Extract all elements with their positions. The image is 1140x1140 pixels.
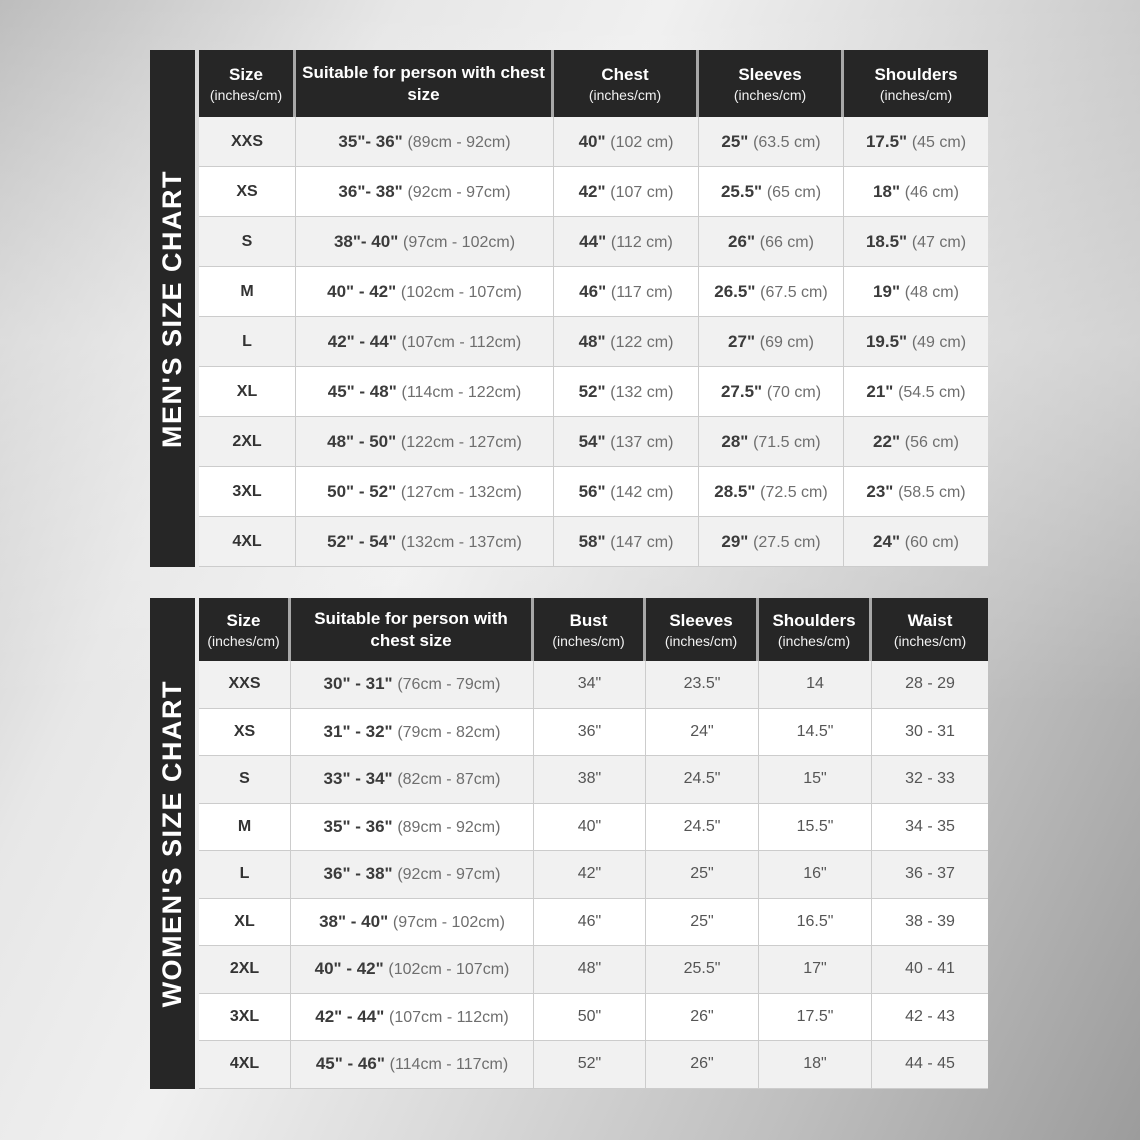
size-label-cell: S [199,217,296,267]
inches-value: 36"- 38" [338,181,408,201]
measurement-cell [296,117,554,167]
inches-value: 26" [728,231,760,251]
mens-chart-title-bar [150,50,195,567]
size-row [199,804,988,852]
cm-value: (107cm - 112cm) [401,333,522,351]
column-title: Suitable for person with chest size [302,63,545,104]
measurement-cell: 25.5" [646,946,759,994]
cm-value: (76cm - 79cm) [397,676,501,694]
measurement-cell: 42 - 43 [872,994,988,1042]
measurement-cell: 32 - 33 [872,756,988,804]
cm-value: (46 cm) [904,183,959,201]
measurement-cell: 26" [646,1041,759,1089]
size-label-cell: 4XL [199,1041,291,1089]
measurement-cell: 23.5" [646,661,759,709]
inches-value: 30" - 31" [323,674,398,694]
cm-value: (92cm - 97cm) [407,183,511,201]
cm-value: (56 cm) [904,433,959,451]
column-header [844,50,988,117]
cm-value: (70 cm) [766,383,822,401]
measurement-cell [296,467,554,517]
cm-value: (45 cm) [911,133,967,151]
cm-value: (107 cm) [610,183,674,201]
measurement-cell [844,467,988,517]
measurement-cell: 36" [534,709,646,757]
cm-value: (132cm - 137cm) [400,533,522,551]
inches-value: 19" [873,281,905,301]
measurement-cell [844,517,988,567]
cm-value: (114cm - 117cm) [389,1056,509,1074]
inches-value: 17.5" [865,131,912,151]
cm-value: (107cm - 112cm) [389,1008,509,1026]
cm-value: (97cm - 102cm) [403,233,516,251]
size-label-cell: L [199,851,291,899]
measurement-cell: 16" [759,851,872,899]
column-units: (inches/cm) [893,632,967,649]
inches-value: 21" [866,381,899,401]
column-title: Shoulders [874,65,958,85]
size-label-cell: XS [199,167,296,217]
measurement-cell: 36 - 37 [872,851,988,899]
cm-value: (142 cm) [610,483,674,501]
size-label-cell: M [199,267,296,317]
inches-value: 58" [578,531,611,551]
column-header [199,598,291,661]
measurement-cell: 40" [534,804,646,852]
size-label-cell: S [199,756,291,804]
measurement-cell: 28 - 29 [872,661,988,709]
measurement-cell: 17" [759,946,872,994]
measurement-cell: 16.5" [759,899,872,947]
column-units: (inches/cm) [879,86,953,103]
measurement-cell [296,167,554,217]
inches-value: 23" [866,481,899,501]
measurement-cell: 52" [534,1041,646,1089]
column-title: Suitable for person with chest size [314,609,508,650]
size-label-cell: 3XL [199,994,291,1042]
inches-value: 28.5" [714,481,761,501]
cm-value: (117 cm) [610,283,673,301]
column-header [872,598,988,661]
measurement-cell: 26" [646,994,759,1042]
size-row [199,267,988,317]
inches-value: 18" [873,181,905,201]
column-title: Size [228,65,264,85]
cm-value: (47 cm) [911,233,967,251]
inches-value: 38" - 40" [319,911,393,931]
cm-value: (112 cm) [610,233,673,251]
cm-value: (58.5 cm) [898,483,966,501]
inches-value: 56" [578,481,611,501]
measurement-cell [844,317,988,367]
mens-size-table [199,50,988,567]
inches-value: 18.5" [865,231,912,251]
inches-value: 28" [721,431,754,451]
measurement-cell [291,1041,534,1089]
measurement-cell [291,709,534,757]
size-label-cell: XL [199,367,296,417]
inches-value: 25" [721,131,754,151]
size-label-cell: XS [199,709,291,757]
inches-value: 26.5" [714,281,761,301]
size-row [199,994,988,1042]
measurement-cell [554,167,699,217]
column-header [646,598,759,661]
size-row [199,1041,988,1089]
inches-value: 33" - 34" [323,769,398,789]
measurement-cell: 34" [534,661,646,709]
inches-value: 27.5" [720,381,767,401]
column-title: Sleeves [738,65,802,85]
table-header-row [199,50,988,117]
size-row [199,517,988,567]
measurement-cell [699,517,844,567]
measurement-cell: 24.5" [646,756,759,804]
inches-value: 29" [721,531,754,551]
measurement-cell [291,899,534,947]
measurement-cell [844,217,988,267]
size-label-cell: 2XL [199,417,296,467]
column-header [759,598,872,661]
measurement-cell [844,267,988,317]
cm-value: (122 cm) [610,333,674,351]
size-row [199,756,988,804]
column-units: (inches/cm) [733,86,807,103]
measurement-cell [291,994,534,1042]
cm-value: (72.5 cm) [760,483,828,501]
inches-value: 45" - 48" [327,381,402,401]
measurement-cell: 24.5" [646,804,759,852]
measurement-cell: 15.5" [759,804,872,852]
cm-value: (48 cm) [904,283,959,301]
cm-value: (89cm - 92cm) [407,133,511,151]
column-title: Waist [907,611,953,631]
size-label-cell: M [199,804,291,852]
inches-value: 35"- 36" [338,131,408,151]
inches-value: 42" - 44" [327,331,402,351]
size-row [199,946,988,994]
measurement-cell [554,217,699,267]
cm-value: (147 cm) [610,533,674,551]
measurement-cell [699,317,844,367]
inches-value: 40" - 42" [314,959,389,979]
table-header-row [199,598,988,661]
measurement-cell: 25" [646,851,759,899]
measurement-cell [699,367,844,417]
cm-value: (63.5 cm) [753,133,821,151]
size-label-cell: XXS [199,661,291,709]
size-label-cell: 4XL [199,517,296,567]
column-header [296,50,554,117]
measurement-cell: 30 - 31 [872,709,988,757]
column-units: (inches/cm) [552,632,625,649]
measurement-cell: 17.5" [759,994,872,1042]
cm-value: (92cm - 97cm) [397,866,501,884]
inches-value: 19.5" [865,331,912,351]
cm-value: (69 cm) [759,333,814,351]
cm-value: (49 cm) [911,333,967,351]
cm-value: (67.5 cm) [760,283,828,301]
measurement-cell [296,217,554,267]
column-units: (inches/cm) [207,632,280,649]
column-header [554,50,699,117]
measurement-cell [699,117,844,167]
size-label-cell: 2XL [199,946,291,994]
measurement-cell: 14.5" [759,709,872,757]
measurement-cell [554,467,699,517]
inches-value: 31" - 32" [323,721,398,741]
cm-value: (127cm - 132cm) [400,483,522,501]
measurement-cell: 34 - 35 [872,804,988,852]
inches-value: 35" - 36" [323,816,398,836]
size-label-cell: 3XL [199,467,296,517]
measurement-cell [699,467,844,517]
inches-value: 52" - 54" [327,531,401,551]
inches-value: 44" [579,231,611,251]
column-units: (inches/cm) [209,86,283,103]
inches-value: 22" [873,431,905,451]
inches-value: 40" - 42" [327,281,401,301]
measurement-cell [554,117,699,167]
cm-value: (60 cm) [904,533,959,551]
measurement-cell: 14 [759,661,872,709]
column-title: Size [226,611,261,631]
measurement-cell [291,851,534,899]
inches-value: 46" [579,281,611,301]
measurement-cell [844,167,988,217]
size-row [199,417,988,467]
column-units: (inches/cm) [588,86,662,103]
size-row [199,367,988,417]
inches-value: 52" [578,381,611,401]
measurement-cell [296,367,554,417]
inches-value: 24" [873,531,905,551]
inches-value: 50" - 52" [327,481,401,501]
column-title: Sleeves [669,611,733,631]
inches-value: 36" - 38" [323,864,398,884]
size-row [199,317,988,367]
measurement-cell: 50" [534,994,646,1042]
measurement-cell [844,417,988,467]
column-header [534,598,646,661]
measurement-cell [291,756,534,804]
column-header [291,598,534,661]
measurement-cell: 24" [646,709,759,757]
inches-value: 54" [578,431,611,451]
womens-size-table [199,598,988,1089]
cm-value: (79cm - 82cm) [397,723,501,741]
womens-chart-title: WOMEN'S SIZE CHART [157,679,187,1007]
cm-value: (65 cm) [766,183,822,201]
column-units: (inches/cm) [664,632,738,649]
cm-value: (114cm - 122cm) [401,383,522,401]
measurement-cell [699,417,844,467]
measurement-cell [554,367,699,417]
measurement-cell: 15" [759,756,872,804]
cm-value: (54.5 cm) [898,383,966,401]
cm-value: (82cm - 87cm) [397,771,501,789]
measurement-cell [554,517,699,567]
measurement-cell [699,217,844,267]
womens-size-chart-section [150,598,988,1089]
size-row [199,661,988,709]
size-label-cell: L [199,317,296,367]
cm-value: (89cm - 92cm) [397,818,501,836]
cm-value: (137 cm) [610,433,674,451]
measurement-cell: 38" [534,756,646,804]
inches-value: 48" [578,331,611,351]
size-label-cell: XL [199,899,291,947]
measurement-cell [554,267,699,317]
measurement-cell [296,517,554,567]
measurement-cell [296,417,554,467]
size-row [199,117,988,167]
measurement-cell [699,267,844,317]
size-row [199,467,988,517]
size-row [199,851,988,899]
measurement-cell [844,367,988,417]
cm-value: (102 cm) [610,133,674,151]
size-row [199,167,988,217]
inches-value: 42" - 44" [315,1006,390,1026]
measurement-cell [291,946,534,994]
mens-chart-title: MEN'S SIZE CHART [157,169,187,448]
cm-value: (102cm - 107cm) [388,961,510,979]
measurement-cell [296,317,554,367]
measurement-cell [844,117,988,167]
cm-value: (71.5 cm) [753,433,821,451]
cm-value: (66 cm) [759,233,814,251]
cm-value: (122cm - 127cm) [400,433,522,451]
inches-value: 38"- 40" [333,231,403,251]
measurement-cell [699,167,844,217]
measurement-cell: 40 - 41 [872,946,988,994]
inches-value: 25.5" [720,181,767,201]
measurement-cell: 42" [534,851,646,899]
size-label-cell: XXS [199,117,296,167]
column-header [699,50,844,117]
cm-value: (97cm - 102cm) [392,913,505,931]
column-units: (inches/cm) [777,632,851,649]
measurement-cell: 48" [534,946,646,994]
measurement-cell [296,267,554,317]
measurement-cell [291,804,534,852]
measurement-cell [291,661,534,709]
inches-value: 40" [578,131,611,151]
measurement-cell: 25" [646,899,759,947]
measurement-cell [554,317,699,367]
size-row [199,217,988,267]
measurement-cell: 18" [759,1041,872,1089]
cm-value: (132 cm) [610,383,674,401]
measurement-cell: 38 - 39 [872,899,988,947]
measurement-cell: 44 - 45 [872,1041,988,1089]
inches-value: 45" - 46" [315,1054,390,1074]
inches-value: 42" [578,181,611,201]
column-title: Shoulders [772,611,856,631]
size-row [199,899,988,947]
womens-chart-title-bar [150,598,195,1089]
measurement-cell: 46" [534,899,646,947]
column-header [199,50,296,117]
column-title: Chest [601,65,649,85]
mens-size-chart-section [150,50,988,567]
inches-value: 48" - 50" [327,431,401,451]
inches-value: 27" [728,331,760,351]
cm-value: (102cm - 107cm) [400,283,522,301]
size-row [199,709,988,757]
measurement-cell [554,417,699,467]
column-title: Bust [569,611,608,631]
cm-value: (27.5 cm) [753,533,821,551]
